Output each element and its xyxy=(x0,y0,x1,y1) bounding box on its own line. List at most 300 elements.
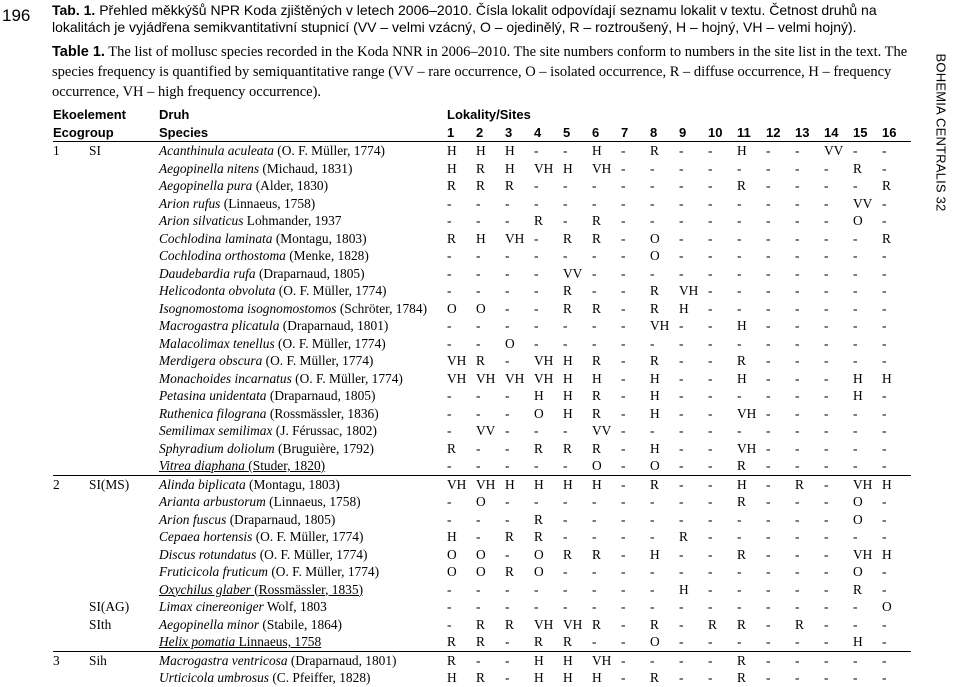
table-row xyxy=(53,300,911,318)
frequency-cell: VH xyxy=(447,475,476,493)
frequency-cell: - xyxy=(795,388,800,403)
table-row xyxy=(53,581,911,599)
frequency-cell: - xyxy=(563,458,568,473)
species-name: Sphyradium doliolum xyxy=(159,440,275,456)
frequency-cell: - xyxy=(621,388,626,403)
frequency-cell: - xyxy=(563,335,568,351)
frequency-cell: - xyxy=(824,370,829,386)
frequency-cell: - xyxy=(708,283,713,298)
frequency-cell: - xyxy=(679,670,684,685)
frequency-cell: - xyxy=(621,370,626,386)
frequency-cell: H xyxy=(447,529,457,544)
frequency-cell: - xyxy=(476,651,505,669)
frequency-cell: - xyxy=(882,213,887,228)
frequency-cell: O xyxy=(592,458,602,473)
ecogroup-cell xyxy=(89,335,159,353)
table-row xyxy=(53,370,911,388)
frequency-cell: - xyxy=(766,670,771,685)
frequency-cell: - xyxy=(621,195,626,211)
species-cell xyxy=(159,387,447,405)
frequency-cell: H xyxy=(476,230,486,246)
frequency-cell: - xyxy=(505,670,510,685)
frequency-cell: - xyxy=(882,511,887,527)
frequency-cell: - xyxy=(882,494,887,509)
frequency-cell: - xyxy=(563,599,568,614)
frequency-cell: R xyxy=(592,300,601,316)
species-cell xyxy=(159,651,447,669)
frequency-cell: - xyxy=(824,423,829,438)
frequency-cell: H xyxy=(505,160,515,176)
frequency-cell: - xyxy=(447,423,452,438)
site-number-header: 12 xyxy=(766,124,795,142)
ecogroup-cell xyxy=(89,528,159,546)
site-number-header: 10 xyxy=(708,124,737,142)
species-cell xyxy=(159,457,447,475)
species-authority: (O. F. Müller, 1774) xyxy=(255,529,364,544)
frequency-cell: - xyxy=(621,318,626,333)
frequency-cell: VV xyxy=(592,423,612,438)
frequency-cell: R xyxy=(592,230,601,246)
frequency-cell: - xyxy=(679,160,684,176)
frequency-cell: - xyxy=(476,581,481,597)
table-row xyxy=(53,265,911,283)
frequency-cell: R xyxy=(563,283,572,298)
frequency-cell: - xyxy=(853,651,882,669)
frequency-cell: O xyxy=(650,458,660,473)
frequency-cell: - xyxy=(621,581,626,597)
frequency-cell: O xyxy=(505,335,515,351)
frequency-cell: R xyxy=(563,230,572,246)
frequency-cell: - xyxy=(853,440,858,456)
frequency-cell: - xyxy=(534,248,539,263)
frequency-cell: - xyxy=(650,581,655,597)
frequency-cell: - xyxy=(592,195,597,211)
frequency-cell: VH xyxy=(534,353,554,368)
frequency-cell: - xyxy=(882,458,887,473)
species-name: Arion silvaticus xyxy=(159,213,244,228)
frequency-cell: - xyxy=(708,318,713,333)
frequency-cell: R xyxy=(476,178,485,193)
frequency-cell: H xyxy=(534,670,544,685)
table-row xyxy=(53,317,911,335)
frequency-cell: R xyxy=(476,353,485,368)
ekoelement-cell xyxy=(53,563,89,581)
species-cell xyxy=(159,212,447,230)
frequency-cell: - xyxy=(534,265,539,281)
frequency-cell: VH xyxy=(737,405,757,421)
frequency-cell: R xyxy=(853,160,862,176)
species-authority: Linnaeus, 1758 xyxy=(238,634,322,649)
frequency-cell: - xyxy=(534,494,539,509)
frequency-cell: - xyxy=(708,440,713,456)
frequency-cell: R xyxy=(650,300,659,316)
page-number: 196 xyxy=(2,6,31,25)
species-authority: (Rossmässler, 1836) xyxy=(269,405,379,421)
frequency-cell: - xyxy=(824,599,829,614)
frequency-cell: VH xyxy=(476,370,496,386)
frequency-cell: - xyxy=(447,616,452,632)
ecogroup-cell xyxy=(89,387,159,405)
species-name: Merdigera obscura xyxy=(159,353,263,368)
frequency-cell: - xyxy=(592,494,597,509)
frequency-cell: - xyxy=(766,160,771,176)
frequency-cell: - xyxy=(824,283,829,298)
frequency-cell: - xyxy=(563,143,568,158)
frequency-cell: - xyxy=(795,564,800,579)
species-cell xyxy=(159,352,447,370)
frequency-cell: - xyxy=(679,353,684,368)
ekoelement-cell xyxy=(53,230,89,248)
species-name: Cepaea hortensis xyxy=(159,529,253,544)
frequency-cell: H xyxy=(882,546,892,562)
species-name: Fruticicola fruticum xyxy=(159,564,268,579)
frequency-cell: - xyxy=(824,178,829,193)
frequency-cell: - xyxy=(708,634,713,649)
species-authority: (Stabile, 1864) xyxy=(262,616,342,632)
ekoelement-cell xyxy=(53,528,89,546)
frequency-cell: - xyxy=(708,195,713,211)
frequency-cell: - xyxy=(824,651,853,669)
frequency-cell: - xyxy=(795,300,800,316)
frequency-cell: - xyxy=(766,265,771,281)
table-row xyxy=(53,651,911,669)
frequency-cell: - xyxy=(708,511,713,527)
frequency-cell: H xyxy=(563,370,573,386)
frequency-cell: - xyxy=(476,440,481,456)
ekoelement-cell xyxy=(53,616,89,634)
frequency-cell: - xyxy=(447,581,452,597)
species-cell xyxy=(159,370,447,388)
frequency-cell: - xyxy=(708,546,713,562)
frequency-cell: - xyxy=(534,283,539,298)
species-cell xyxy=(159,317,447,335)
ecogroup-cell xyxy=(89,247,159,265)
frequency-cell: H xyxy=(679,581,689,597)
frequency-cell: - xyxy=(708,494,713,509)
ecogroup-cell xyxy=(89,493,159,511)
frequency-cell: - xyxy=(534,335,539,351)
site-number-header: 14 xyxy=(824,124,853,142)
species-cell xyxy=(159,511,447,529)
frequency-cell: H xyxy=(737,475,766,493)
frequency-cell: O xyxy=(447,564,457,579)
table-row xyxy=(53,195,911,213)
species-header: Species xyxy=(159,124,447,142)
frequency-cell: R xyxy=(650,475,679,493)
frequency-cell: - xyxy=(882,335,887,351)
frequency-cell: - xyxy=(708,213,713,228)
frequency-cell: - xyxy=(795,318,800,333)
frequency-cell: - xyxy=(766,440,771,456)
frequency-cell: VH xyxy=(853,546,873,562)
table-row xyxy=(53,563,911,581)
frequency-cell: - xyxy=(650,178,655,193)
frequency-cell: - xyxy=(708,651,737,669)
frequency-cell: - xyxy=(621,213,626,228)
frequency-cell: - xyxy=(534,178,539,193)
frequency-cell: - xyxy=(766,353,771,368)
frequency-cell: - xyxy=(708,475,737,493)
frequency-cell: - xyxy=(795,599,800,614)
frequency-cell: - xyxy=(853,423,858,438)
frequency-cell: - xyxy=(650,599,655,614)
frequency-cell: R xyxy=(737,546,746,562)
ekoelement-cell xyxy=(53,440,89,458)
frequency-cell: - xyxy=(679,564,684,579)
frequency-cell: - xyxy=(534,599,539,614)
frequency-cell: R xyxy=(650,616,659,632)
frequency-cell: VV xyxy=(853,195,873,211)
species-authority: Wolf, 1803 xyxy=(266,599,327,614)
frequency-cell: - xyxy=(882,353,887,368)
frequency-cell: - xyxy=(708,405,713,421)
species-authority: (Draparnaud, 1805) xyxy=(258,265,365,281)
frequency-cell: - xyxy=(766,599,771,614)
frequency-cell: - xyxy=(679,405,684,421)
frequency-cell: R xyxy=(592,353,601,368)
frequency-cell: - xyxy=(679,318,684,333)
frequency-cell: - xyxy=(795,546,800,562)
frequency-cell: - xyxy=(708,265,713,281)
frequency-cell: - xyxy=(795,670,800,685)
frequency-cell: - xyxy=(505,300,510,316)
frequency-cell: - xyxy=(708,178,713,193)
frequency-cell: - xyxy=(795,458,800,473)
frequency-cell: - xyxy=(766,178,771,193)
ekoelement-cell xyxy=(53,195,89,213)
frequency-cell: - xyxy=(505,511,510,527)
ecogroup-cell xyxy=(89,511,159,529)
frequency-cell: O xyxy=(534,564,544,579)
frequency-cell: - xyxy=(824,213,829,228)
frequency-cell: - xyxy=(505,405,510,421)
frequency-cell: - xyxy=(853,265,858,281)
frequency-cell: - xyxy=(795,248,800,263)
species-name: Limax cinereoniger xyxy=(159,599,264,614)
frequency-cell: - xyxy=(621,405,626,421)
species-name: Ruthenica filograna xyxy=(159,405,267,421)
frequency-cell: - xyxy=(534,458,539,473)
frequency-cell: - xyxy=(505,599,510,614)
frequency-cell: - xyxy=(592,511,597,527)
table-row xyxy=(53,633,911,651)
frequency-cell: - xyxy=(882,388,887,403)
frequency-cell: - xyxy=(505,651,534,669)
frequency-cell: R xyxy=(592,440,601,456)
ekoelement-cell: 2 xyxy=(53,475,89,493)
frequency-cell: - xyxy=(505,283,510,298)
ecogroup-header: Ecogroup xyxy=(53,124,159,142)
table-row xyxy=(53,177,911,195)
species-cell xyxy=(159,440,447,458)
frequency-cell: - xyxy=(795,529,800,544)
frequency-cell: - xyxy=(737,160,742,176)
frequency-cell: O xyxy=(476,300,486,316)
species-authority: (O. F. Müller, 1774) xyxy=(271,564,380,579)
table-row xyxy=(53,352,911,370)
ekoelement-cell xyxy=(53,422,89,440)
ekoelement-cell xyxy=(53,387,89,405)
frequency-cell: - xyxy=(824,160,829,176)
ecogroup-cell xyxy=(89,563,159,581)
frequency-cell: R xyxy=(882,178,891,193)
frequency-cell: R xyxy=(592,546,601,562)
frequency-cell: - xyxy=(621,511,626,527)
frequency-cell: - xyxy=(853,143,858,158)
frequency-cell: - xyxy=(882,300,887,316)
frequency-cell: - xyxy=(708,388,713,403)
frequency-cell: VV xyxy=(476,423,496,438)
ecogroup-cell xyxy=(89,195,159,213)
species-authority: (O. F. Müller, 1774) xyxy=(278,335,386,351)
frequency-cell: - xyxy=(447,599,452,614)
frequency-cell: - xyxy=(824,564,829,579)
frequency-cell: - xyxy=(824,546,829,562)
frequency-cell: R xyxy=(476,160,485,176)
frequency-cell: R xyxy=(650,143,659,158)
frequency-cell: - xyxy=(679,475,708,493)
frequency-cell: - xyxy=(679,494,684,509)
frequency-cell: - xyxy=(447,283,452,298)
frequency-cell: R xyxy=(737,616,746,632)
frequency-cell: - xyxy=(708,529,713,544)
species-authority: (Schröter, 1784) xyxy=(339,300,428,316)
ekoelement-cell xyxy=(53,317,89,335)
frequency-cell: - xyxy=(824,511,829,527)
frequency-cell: R xyxy=(505,178,514,193)
ecogroup-cell xyxy=(89,581,159,599)
frequency-cell: R xyxy=(534,440,543,456)
frequency-cell: - xyxy=(708,581,713,597)
ecogroup-cell xyxy=(89,282,159,300)
frequency-cell: - xyxy=(447,388,452,403)
species-authority: (Draparnaud, 1801) xyxy=(282,318,389,333)
species-name: Aegopinella minor xyxy=(159,616,260,632)
frequency-cell: - xyxy=(882,581,887,597)
frequency-cell: - xyxy=(766,651,795,669)
frequency-cell: H xyxy=(563,405,573,421)
frequency-cell: - xyxy=(476,529,481,544)
frequency-cell: R xyxy=(737,494,746,509)
frequency-cell: - xyxy=(882,160,887,176)
frequency-cell: H xyxy=(882,475,911,493)
frequency-cell: O xyxy=(476,494,486,509)
lokality-header: Lokality/Sites xyxy=(447,107,531,122)
frequency-cell: R xyxy=(737,178,746,193)
frequency-cell: - xyxy=(708,248,713,263)
ecogroup-cell xyxy=(89,669,159,687)
frequency-cell: - xyxy=(853,458,858,473)
frequency-cell: - xyxy=(447,213,452,228)
species-name: Vitrea diaphana xyxy=(159,458,245,473)
species-cell xyxy=(159,528,447,546)
frequency-cell: - xyxy=(534,300,539,316)
frequency-cell: - xyxy=(592,564,597,579)
frequency-cell: - xyxy=(766,458,771,473)
frequency-cell: - xyxy=(563,213,568,228)
frequency-cell: - xyxy=(795,213,800,228)
frequency-cell: - xyxy=(795,353,800,368)
site-number-header: 3 xyxy=(505,124,534,142)
frequency-cell: - xyxy=(621,265,626,281)
frequency-cell: - xyxy=(824,616,829,632)
frequency-cell: H xyxy=(447,160,457,176)
frequency-cell: - xyxy=(563,511,568,527)
ekoelement-cell xyxy=(53,370,89,388)
species-name: Macrogastra plicatula xyxy=(159,318,280,333)
frequency-cell: - xyxy=(853,616,858,632)
ekoelement-cell xyxy=(53,352,89,370)
species-name: Monachoides incarnatus xyxy=(159,370,292,386)
frequency-cell: - xyxy=(882,318,887,333)
species-authority: (Alder, 1830) xyxy=(255,178,329,193)
frequency-cell: R xyxy=(563,300,572,316)
species-cell xyxy=(159,475,447,493)
frequency-cell: VH xyxy=(447,353,467,368)
frequency-cell: O xyxy=(853,494,863,509)
frequency-cell: - xyxy=(766,475,795,493)
frequency-cell: - xyxy=(766,230,771,246)
frequency-cell: H xyxy=(853,388,863,403)
frequency-cell: - xyxy=(650,335,655,351)
frequency-cell: - xyxy=(824,634,829,649)
frequency-cell: VV xyxy=(824,143,844,158)
running-head: BOHEMIA CENTRALIS 32 xyxy=(933,53,949,212)
frequency-cell: - xyxy=(563,423,568,438)
frequency-cell: - xyxy=(621,599,626,614)
frequency-cell: - xyxy=(621,178,626,193)
species-authority: (J. Férussac, 1802) xyxy=(275,423,377,438)
site-number-header: 6 xyxy=(592,124,621,142)
species-name: Helicodonta obvoluta xyxy=(159,283,276,298)
frequency-cell: - xyxy=(505,581,510,597)
frequency-cell: - xyxy=(853,599,858,614)
site-number-header: 16 xyxy=(882,124,911,142)
frequency-cell: - xyxy=(679,248,684,263)
frequency-cell: VV xyxy=(563,265,583,281)
frequency-cell: - xyxy=(650,423,655,438)
frequency-cell: VH xyxy=(592,160,612,176)
frequency-cell: VH xyxy=(563,616,583,632)
species-authority: (Bruguière, 1792) xyxy=(278,440,374,456)
frequency-cell: - xyxy=(679,599,684,614)
frequency-cell: - xyxy=(795,160,800,176)
frequency-cell: - xyxy=(708,670,713,685)
frequency-cell: - xyxy=(737,248,742,263)
frequency-cell: H xyxy=(592,143,602,158)
frequency-cell: R xyxy=(563,440,572,456)
frequency-cell: O xyxy=(853,564,863,579)
table-row xyxy=(53,457,911,475)
druh-header: Druh xyxy=(159,107,190,122)
species-cell xyxy=(159,546,447,564)
frequency-cell: - xyxy=(679,265,684,281)
frequency-cell: - xyxy=(824,388,829,403)
frequency-cell: - xyxy=(708,564,713,579)
frequency-cell: - xyxy=(563,564,568,579)
english-caption xyxy=(52,42,920,102)
frequency-cell: - xyxy=(505,248,510,263)
frequency-cell: - xyxy=(447,195,452,211)
species-authority: (Draparnaud, 1805) xyxy=(269,388,376,403)
frequency-cell: - xyxy=(766,494,771,509)
species-authority: (Linnaeus, 1758) xyxy=(269,494,361,509)
frequency-cell: VH xyxy=(592,651,621,669)
frequency-cell: R xyxy=(795,616,804,632)
frequency-cell: O xyxy=(853,511,863,527)
frequency-cell: - xyxy=(505,440,510,456)
frequency-cell: - xyxy=(505,388,510,403)
